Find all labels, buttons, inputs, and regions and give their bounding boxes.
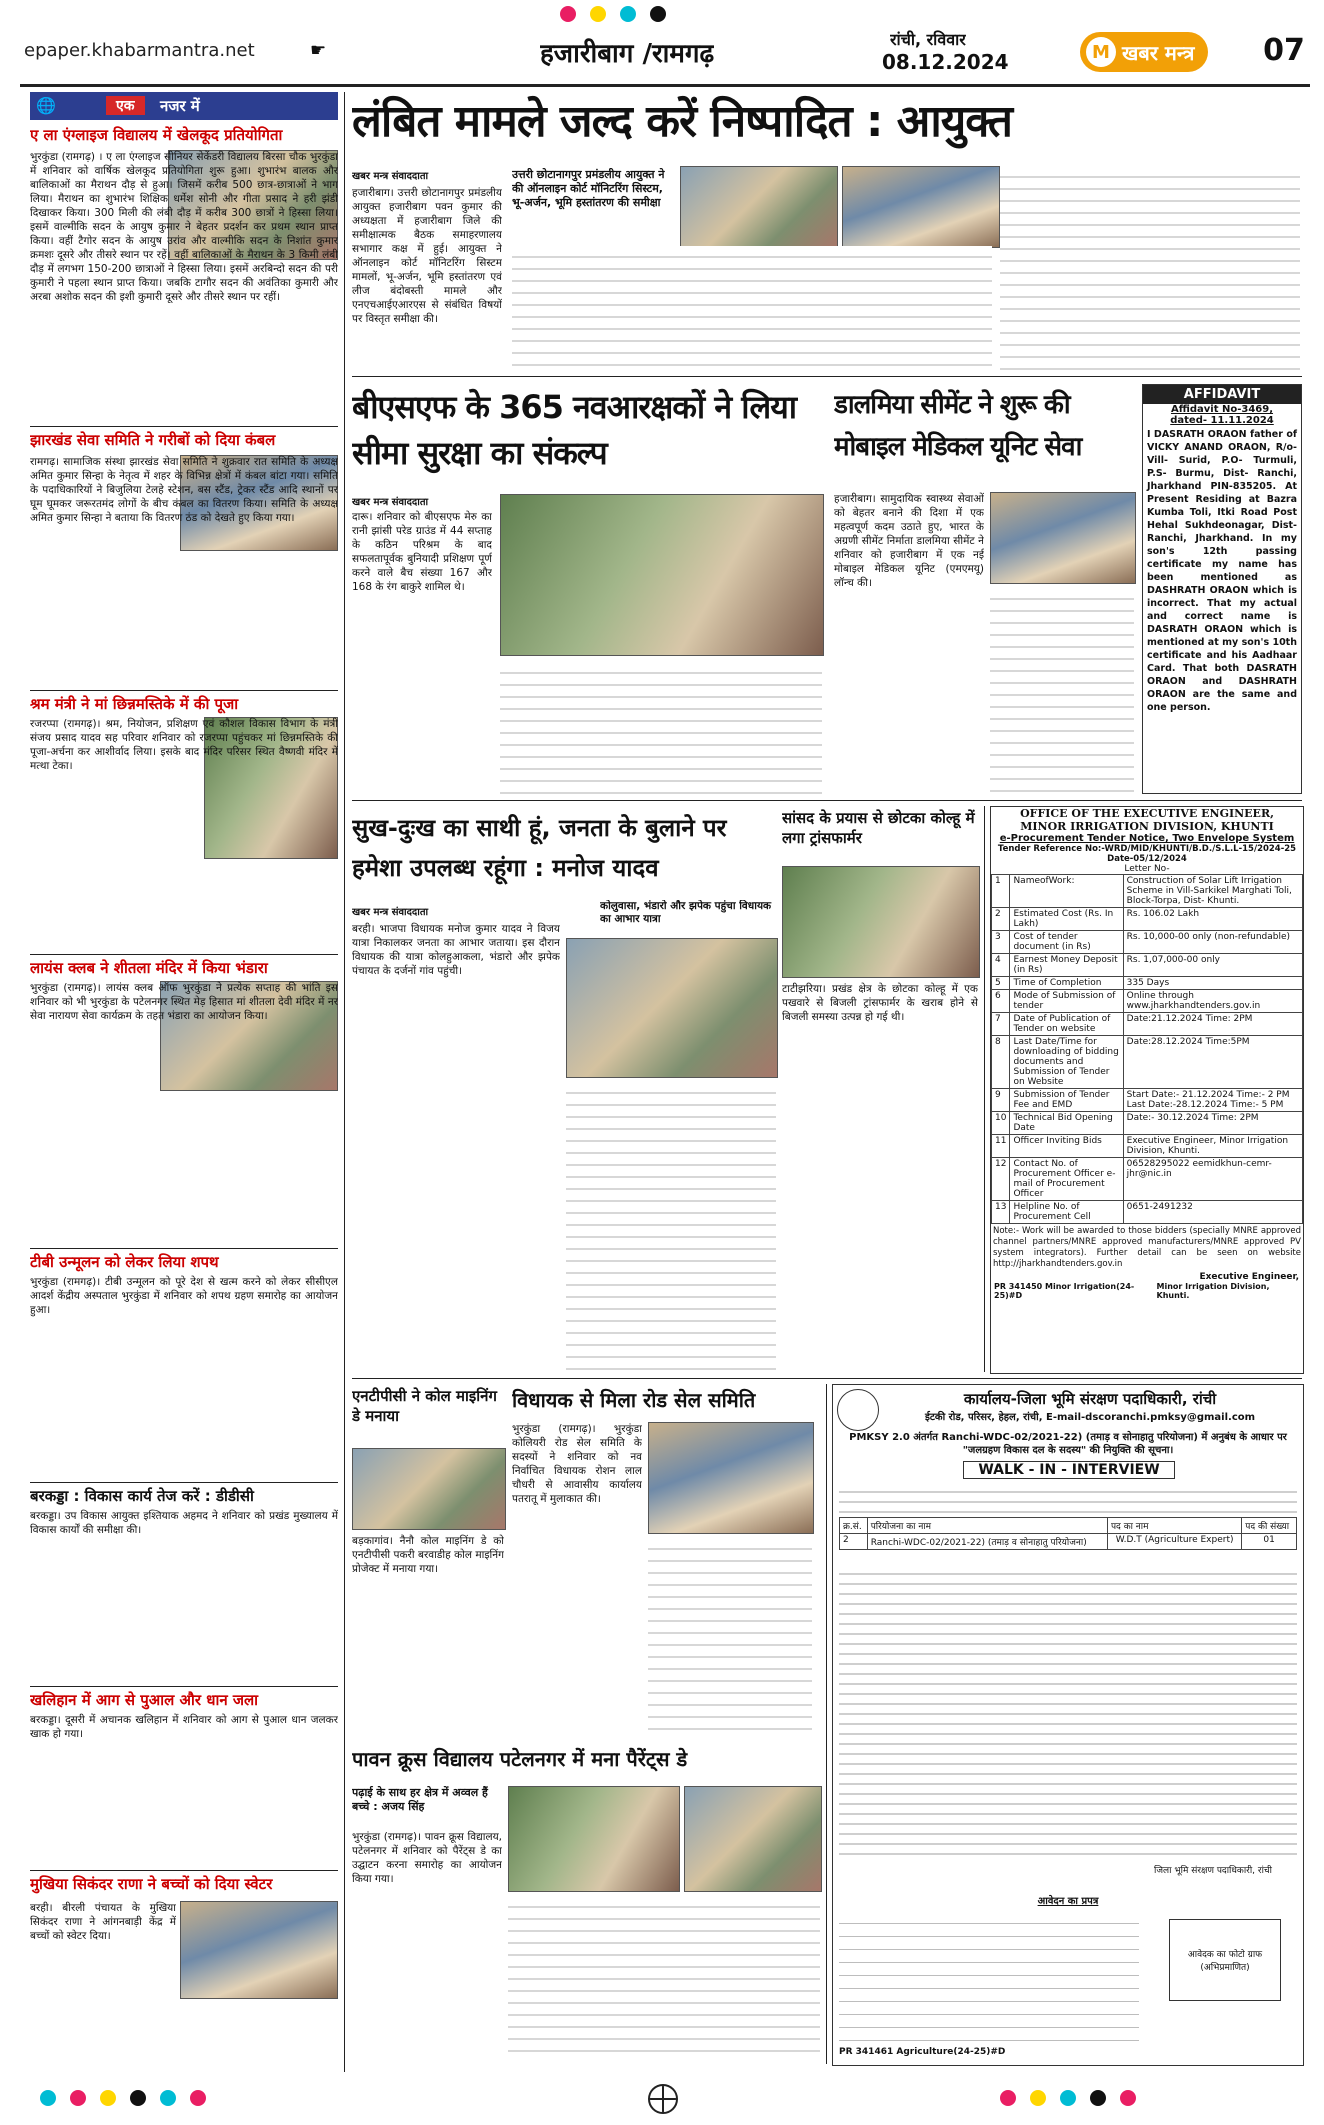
pawan-kicker: पढ़ाई के साथ हर क्षेत्र में अव्वल हैं बच्चे : अजय सिंह	[352, 1786, 488, 1813]
brand-logo	[1080, 32, 1208, 72]
brand-m-icon: M	[1086, 37, 1116, 67]
walkin-table	[839, 1517, 1297, 1550]
tender-cell: Date:- 30.12.2024 Time: 2PM	[1123, 1112, 1302, 1135]
story-body: बरकड्डा। उप विकास आयुक्त इश्तियाक अहमद ने शनिवार को प्रखंड मुख्यालय में विकास कार्यों की समीक्षा की।	[30, 1510, 338, 1536]
tender-cell: 6	[992, 990, 1010, 1013]
lead-byline: खबर मन्त्र संवाददाता	[352, 171, 429, 182]
city-day: रांची, रविवार	[890, 30, 966, 49]
manoj-body: बरही। भाजपा विधायक मनोज कुमार यादव ने विजय यात्रा निकालकर जनता का आभार जताया। इस दौरान विधायक की यात्रा कोलहुआकला, भंडारो और झपेक पंचायत के दर्जनों गांव पहुंची।	[352, 923, 560, 977]
reg-dot	[1000, 2090, 1016, 2106]
affidavit-title: AFFIDAVIT	[1143, 385, 1301, 404]
walkin-banner: WALK - IN - INTERVIEW	[963, 1461, 1175, 1479]
reg-dot	[1060, 2090, 1076, 2106]
lead-body: हजारीबाग। उत्तरी छोटानागपुर प्रमंडलीय आयुक्त हजारीबाग पवन कुमार की अध्यक्षता में हजारीबाग जिले की समीक्षात्मक बैठक समाहरणालय सभागार कक्ष में हुई। आयुक्त ने ऑनलाइन कोर्ट मॉनिटरिंग सिस्टम मामलों, भू-अर्जन, भूमि हस्तांतरण एवं लीज बंदोबस्ती मामले और एनएचआईएआरएस से संबंधित विषयों पर विस्तृत समीक्षा की।	[352, 187, 502, 325]
walkin-address: ईटकी रोड, परिसर, हेहल, रांची, E-mail-dscoranchi.pmksy@gmail.com	[924, 1412, 1256, 1423]
affidavit-box	[1142, 384, 1302, 794]
tender-cell: 4	[992, 954, 1010, 977]
tender-cell: Date:28.12.2024 Time:5PM	[1123, 1036, 1302, 1089]
pawan-body-col2	[508, 1896, 820, 2060]
tender-sign: Executive Engineer,	[1199, 1272, 1299, 1282]
emblem-icon	[837, 1389, 879, 1431]
walkin-pmksy: PMKSY 2.0 अंतर्गत Ranchi-WDC-02/2021-22) (तमाड़ व सोनाहातु परियोजना) में अनुबंध के आधार पर "जलग्रहण विकास दल के सदस्य" की नियुक्ति की सूचना।	[849, 1432, 1287, 1456]
registration-dots-bottom-right	[1000, 2090, 1136, 2106]
affidavit-sub1: Affidavit No-3469,	[1170, 404, 1274, 415]
tag-right: नजर में	[160, 97, 200, 115]
reg-dot	[160, 2090, 176, 2106]
story-8	[30, 1870, 338, 2071]
section-title: हजारीबाग /रामगढ़	[540, 39, 715, 69]
tender-row	[992, 1135, 1303, 1158]
tender-cell: NameofWork:	[1010, 875, 1123, 908]
issue-date: 08.12.2024	[882, 50, 1009, 74]
tender-cell: Executive Engineer, Minor Irrigation Division, Khunti.	[1123, 1135, 1302, 1158]
tender-notice	[990, 806, 1304, 1374]
sail-body-col2	[648, 1538, 812, 1732]
story-1	[30, 126, 338, 422]
walkin-col: परियोजना का नाम	[867, 1518, 1107, 1534]
tender-footer-sign: Minor Irrigation Division, Khunti.	[1156, 1282, 1270, 1300]
bsf-body-col2	[500, 662, 822, 796]
tender-cell: Technical Bid Opening Date	[1010, 1112, 1123, 1135]
story-2	[30, 426, 338, 687]
ntpc-photo	[352, 1448, 506, 1530]
walkin-col: क्र.सं.	[840, 1518, 868, 1534]
tender-cell: Rs. 106.02 Lakh	[1123, 908, 1302, 931]
tender-table	[991, 874, 1303, 1224]
tender-cell: Time of Completion	[1010, 977, 1123, 990]
tender-cell: Cost of tender document (in Rs)	[1010, 931, 1123, 954]
kolh-headline: सांसद के प्रयास से छोटका कोल्हू में लगा ट्रांसफार्मर	[782, 809, 975, 847]
lead-headline: लंबित मामले जल्द करें निष्पादित : आयुक्त	[352, 96, 1012, 147]
story-body: भुरकुंडा (रामगढ़)। टीबी उन्मूलन को पूरे देश से खत्म करने को लेकर सीसीएल आदर्श केंद्रीय अस्पताल भुरकुंडा में शनिवार को शपथ ग्रहण समारोह का आयोजन हुआ।	[30, 1276, 338, 1316]
lead-photo-2	[842, 166, 1000, 248]
affidavit-sub2: dated- 11.11.2024	[1170, 415, 1274, 426]
tender-cell: Date of Publication of Tender on website	[1010, 1013, 1123, 1036]
walkin-photo-box: आवेदक का फोटो ग्राफ (अभिप्रमाणित)	[1169, 1919, 1281, 2001]
walkin-form-lines	[839, 1911, 1139, 2041]
bsf-byline: खबर मन्त्र संवाददाता	[352, 497, 429, 508]
column-rule	[344, 92, 345, 2072]
tender-cell: Helpline No. of Procurement Cell	[1010, 1201, 1123, 1224]
ek-nazar-column	[30, 92, 338, 2072]
registration-dots-bottom-left	[40, 2090, 206, 2106]
reg-dot	[190, 2090, 206, 2106]
story-photo	[180, 1901, 338, 1999]
story-4	[30, 954, 338, 1245]
story-headline: ए ला एंग्लाइज विद्यालय में खेलकूद प्रतियोगिता	[30, 126, 283, 144]
sail-headline: विधायक से मिला रोड सेल समिति	[512, 1388, 756, 1412]
tender-note: Note:- Work will be awarded to those bidders (specially MNRE approved channel partners/MNRE approved manufacturers/MNRE approved PV system integrators). Further detail can be seen on website http://jharkhandtenders.gov.in	[993, 1226, 1301, 1269]
story-headline: श्रम मंत्री ने मां छिन्नमस्तिके में की पूजा	[30, 695, 239, 713]
walkin-cell: 2	[840, 1534, 868, 1550]
tender-cell: 8	[992, 1036, 1010, 1089]
ntpc-body: बड़कागांव। नैनौ कोल माइनिंग डे को एनटीपीसी पकरी बरवाडीह कोल माइनिंग प्रोजेक्ट में मनाया गया।	[352, 1535, 504, 1575]
tender-cell: 12	[992, 1158, 1010, 1201]
tender-cell: Rs. 10,000-00 only (non-refundable)	[1123, 931, 1302, 954]
reg-dot	[650, 6, 666, 22]
tender-cell: Mode of Submission of tender	[1010, 990, 1123, 1013]
globe-icon: 🌐	[36, 96, 56, 115]
manoj-byline: खबर मन्त्र संवाददाता	[352, 907, 429, 918]
lead-body-col2	[512, 246, 992, 370]
lead-body-col3	[1000, 166, 1300, 370]
tender-row	[992, 1089, 1303, 1112]
crosshair-icon	[648, 2084, 678, 2114]
tender-footer-ref: PR 341450 Minor Irrigation(24-25)#D	[994, 1282, 1135, 1300]
manoj-body-col2	[566, 1082, 776, 1372]
cursor-icon: ☛	[310, 40, 327, 61]
bsf-photo	[500, 494, 824, 656]
reg-dot	[1120, 2090, 1136, 2106]
story-headline: बरकड्डा : विकास कार्य तेज करें : डीडीसी	[30, 1487, 254, 1505]
tender-cell: Submission of Tender Fee and EMD	[1010, 1089, 1123, 1112]
tender-cell: 7	[992, 1013, 1010, 1036]
manoj-photo	[566, 938, 778, 1078]
tender-ref: Tender Reference No:-WRD/MID/KHUNTI/B.D./S.L.L-15/2024-25 Date-05/12/2024	[997, 844, 1297, 864]
story-3	[30, 690, 338, 951]
tender-cell: 0651-2491232	[1123, 1201, 1302, 1224]
tender-row	[992, 1112, 1303, 1135]
tender-cell: Contact No. of Procurement Officer e-mail of Procurement Officer	[1010, 1158, 1123, 1201]
dalmia-photo	[990, 492, 1136, 584]
story-body: भुरकुंडा (रामगढ़) । ए ला एंग्लाइज सीनियर सेकेंडरी विद्यालय बिरसा चौक भुरकुंडा में शनिवार को वार्षिक खेलकूद प्रतियोगिता शुरू हुआ। शुभारंभ बालक और बालिकाओं का मैराथन दौड़ से हुआ। जिसमें करीब 500 छात्र-छात्राओं ने भाग लिया। मैराथन का शुभारंभ शिक्षिक धर्मेश सोनी और गीता प्रसाद ने हरी झंडी दिखाकर किया। 300 मिली की लंबी दौड़ में करीब 300 छात्रों ने हिस्सा लिया। इसमें वाल्मीकि सदन के आयुष कुमार ने बेहतर प्रदर्शन कर प्रथम स्थान प्राप्त किया। वहीं टैगोर सदन के आयुष उरांव और वाल्मीकि सदन के निशांत कुमार क्रमशः दूसरे और तीसरे स्थान पर रहें। वहीं बालिकाओं के मैराथन के 3 किमी लंबी दौड़ में लगभग 150-200 छात्राओं ने हिस्सा लिया। इसमें अरबिन्दो सदन की परी कुमारी ने पहला स्थान प्राप्त किया। जबकि टागौर सदन की अवंतिका कुमारी और अरबा अशोक सदन की इशी कुमारी दूसरे और तीसरे स्थान पर रहीं।	[30, 151, 338, 303]
manoj-headline: सुख-दुःख का साथी हूं, जनता के बुलाने पर हमेशा उपलब्ध रहूंगा : मनोज यादव	[352, 814, 727, 882]
column-rule	[826, 1384, 827, 2064]
tender-cell: Estimated Cost (Rs. In Lakh)	[1010, 908, 1123, 931]
reg-dot	[130, 2090, 146, 2106]
brand-name: खबर मन्त्र	[1122, 40, 1195, 65]
site-url[interactable]: epaper.khabarmantra.net	[24, 40, 255, 61]
story-headline: लायंस क्लब ने शीतला मंदिर में किया भंडारा	[30, 959, 268, 977]
walkin-cell: W.D.T (Agriculture Expert)	[1107, 1534, 1241, 1550]
bsf-body: दारू। शनिवार को बीएसएफ मेरु का रानी झांसी परेड ग्राउंड में 44 सप्ताह के कठिन परिश्रम के बाद सफलतापूर्वक बुनियादी प्रशिक्षण पूर्ण करने वाले बैच संख्या 167 और 168 के रंग बाकुरे शामिल थे।	[352, 511, 492, 593]
walkin-conditions	[839, 1565, 1297, 1855]
walkin-office: कार्यालय-जिला भूमि संरक्षण पदाधिकारी, रांची	[963, 1390, 1217, 1408]
tender-row	[992, 1036, 1303, 1089]
tender-cell: 2	[992, 908, 1010, 931]
story-body: बरही। बीरली पंचायत के मुखिया सिकंदर राणा ने आंगनबाड़ी केंद्र में बच्चों को स्वेटर दिया।	[30, 1902, 176, 1942]
tender-title-1: OFFICE OF THE EXECUTIVE ENGINEER,	[1020, 807, 1274, 820]
bsf-headline: बीएसएफ के 365 नवआरक्षकों ने लिया सीमा सुरक्षा का संकल्प	[352, 388, 797, 472]
page-number: 07	[1263, 33, 1305, 68]
sail-body: भुरकुंडा (रामगढ़)। भुरकुंडा कोलियरी रोड सेल समिति के सदस्यों ने शनिवार को नव निर्वाचित विधायक रोशन लाल चौधरी से आवासीय कार्यालय पतरातू में मुलाकात की।	[512, 1423, 642, 1505]
tender-cell: 3	[992, 931, 1010, 954]
tender-cell: Last Date/Time for downloading of bidding documents and Submission of Tender on Website	[1010, 1036, 1123, 1089]
kolh-photo	[782, 866, 980, 978]
reg-dot	[70, 2090, 86, 2106]
tender-row	[992, 1201, 1303, 1224]
tender-row	[992, 990, 1303, 1013]
tender-cell: Online through www.jharkhandtenders.gov.in	[1123, 990, 1302, 1013]
tender-title-2: MINOR IRRIGATION DIVISION, KHUNTI	[1020, 820, 1274, 833]
walkin-footer: PR 341461 Agriculture(24-25)#D	[839, 2047, 1006, 2057]
tender-row	[992, 908, 1303, 931]
lead-kicker: उत्तरी छोटानागपुर प्रमंडलीय आयुक्त ने की ऑनलाइन कोर्ट मॉनिटरिंग सिस्टम, भू-अर्जन, भूमि हस्तांतरण की समीक्षा	[512, 168, 665, 209]
manoj-kicker: कोलुवासा, भंडारो और झपेक पहुंचा विधायक का आभार यात्रा	[600, 900, 772, 925]
walkin-form-title: आवेदन का प्रपत्र	[1037, 1896, 1099, 1907]
reg-dot	[100, 2090, 116, 2106]
reg-dot	[1090, 2090, 1106, 2106]
story-headline: मुखिया सिकंदर राणा ने बच्चों को दिया स्वेटर	[30, 1875, 273, 1893]
walkin-col: पद की संख्या	[1242, 1518, 1297, 1534]
walkin-intro	[839, 1483, 1297, 1513]
pawan-photo-2	[684, 1786, 822, 1892]
story-6	[30, 1482, 338, 1683]
walkin-cell: Ranchi-WDC-02/2021-22) (तमाड़ व सोनाहातु परियोजना)	[867, 1534, 1107, 1550]
row-rule	[352, 1378, 1302, 1379]
tender-cell: 13	[992, 1201, 1010, 1224]
walkin-notice	[832, 1384, 1304, 2066]
dalmia-headline: डालमिया सीमेंट ने शुरू की मोबाइल मेडिकल यूनिट सेवा	[834, 390, 1082, 462]
registration-dots-top	[560, 6, 666, 22]
dalmia-body: हजारीबाग। सामुदायिक स्वास्थ्य सेवाओं को बेहतर बनाने की दिशा में एक महत्वपूर्ण कदम उठाते हुए, भारत के अग्रणी सीमेंट निर्माता डालमिया सीमेंट ने शनिवार को हजारीबाग में एक नई मोबाइल मेडिकल यूनिट (एमएमयू) लॉन्च की।	[834, 493, 984, 589]
story-7	[30, 1686, 338, 1867]
tender-row	[992, 1158, 1303, 1201]
tender-cell: Earnest Money Deposit (in Rs)	[1010, 954, 1123, 977]
masthead	[20, 26, 1310, 87]
row-rule	[352, 376, 1302, 377]
sail-photo	[648, 1422, 814, 1534]
walkin-cell: 01	[1242, 1534, 1297, 1550]
reg-dot	[620, 6, 636, 22]
walkin-sign: जिला भूमि संरक्षण पदाधिकारी, रांची	[1154, 1866, 1272, 1876]
story-body: रजरप्पा (रामगढ़)। श्रम, नियोजन, प्रशिक्षण एवं कौशल विकास विभाग के मंत्री संजय प्रसाद यादव सह परिवार शनिवार को रजरप्पा पहुंचकर मां छिन्नमस्तिके की पूजा-अर्चना कर आशीर्वाद लिया। इसके बाद मंदिर परिसर स्थित वैष्णवी मंदिर में मत्था टेका।	[30, 718, 338, 772]
nazar-tag	[30, 92, 338, 120]
tender-cell: Rs. 1,07,000-00 only	[1123, 954, 1302, 977]
tender-row	[992, 977, 1303, 990]
kolh-body: टाटीझरिया। प्रखंड क्षेत्र के छोटका कोल्हू में एक पखवारे से बिजली ट्रांसफार्मर के खराब होने से बिजली समस्या उत्पन्न हो गई थी।	[782, 983, 978, 1023]
tender-letter: Letter No-	[1124, 864, 1170, 874]
pawan-body: भुरकुंडा (रामगढ़)। पावन क्रूस विद्यालय, पटेलनगर में शनिवार को पैरेंट्स डे का उद्घाटन करना समारोह का आयोजन किया गया।	[352, 1831, 502, 1885]
story-headline: टीबी उन्मूलन को लेकर लिया शपथ	[30, 1253, 219, 1271]
pawan-photo	[508, 1786, 680, 1892]
tender-cell: 5	[992, 977, 1010, 990]
reg-dot	[590, 6, 606, 22]
lead-photo-1	[680, 166, 838, 248]
story-body: रामगढ़। सामाजिक संस्था झारखंड सेवा समिति ने शुक्रवार रात समिति के अध्यक्ष अमित कुमार सिन्हा के नेतृत्व में शहर के विभिन्न क्षेत्रों में कंबल बांटा गया। समिति के पदाधिकारियों ने बिजुलिया टेलहे स्टेशन, बस स्टैंड, ट्रेकर स्टैंड आदि स्थानों पर घूम घूमकर जरूरतमंद लोगों के बीच कंबल का वितरण किया। समिति के अध्यक्ष अमित कुमार सिन्हा ने बताया कि वितरण ठंड को देखते हुए किया गया।	[30, 456, 338, 524]
tender-cell: 10	[992, 1112, 1010, 1135]
tender-cell: Date:21.12.2024 Time: 2PM	[1123, 1013, 1302, 1036]
tender-cell: 1	[992, 875, 1010, 908]
reg-dot	[1030, 2090, 1046, 2106]
tender-row	[992, 1013, 1303, 1036]
story-headline: खलिहान में आग से पुआल और धान जला	[30, 1691, 259, 1709]
story-headline: झारखंड सेवा समिति ने गरीबों को दिया कंबल	[30, 431, 276, 449]
tender-cell: 335 Days	[1123, 977, 1302, 990]
tender-cell: 9	[992, 1089, 1010, 1112]
reg-dot	[560, 6, 576, 22]
affidavit-body: I DASRATH ORAON father of VICKY ANAND ORAON, R/o-Vill- Surid, P.O- Turmuli, P.S- Burmu, Dist- Ranchi, Jharkhand PIN-835205. At Present Residing at Bazra Kumba Toli, Itki Road Post Hehal Sukhdeonagar, Dist-Ranchi, Jharkhand. In my son's 12th passing certificate my name has been mentioned as DASHRATH ORAON which is incorrect. That my actual and correct name is DASRATH ORAON which is mentioned at my son's 10th certificate and his Aadhaar Card. That both DASRATH ORAON and DASHRATH ORAON are the same and one person.	[1147, 429, 1297, 713]
walkin-col: पद का नाम	[1107, 1518, 1241, 1534]
tender-cell: Officer Inviting Bids	[1010, 1135, 1123, 1158]
ntpc-headline: एनटीपीसी ने कोल माइनिंग डे मनाया	[352, 1387, 497, 1425]
dalmia-body-col2	[990, 588, 1134, 792]
tender-subtitle: e-Procurement Tender Notice, Two Envelope System	[999, 833, 1295, 844]
pawan-headline: पावन क्रूस विद्यालय पटेलनगर में मना पैरेंट्स डे	[352, 1747, 688, 1771]
tender-row	[992, 954, 1303, 977]
tender-cell: Construction of Solar Lift Irrigation Scheme in Vill-Sarkikel Marghati Toli, Block-Torpa, Dist- Khunti.	[1123, 875, 1302, 908]
column-rule	[984, 806, 985, 1372]
tender-cell: Start Date:- 21.12.2024 Time:- 2 PM Last Date:-28.12.2024 Time:- 5 PM	[1123, 1089, 1302, 1112]
tender-row	[992, 931, 1303, 954]
tender-cell: 06528295022 eemidkhun-cemr-jhr@nic.in	[1123, 1158, 1302, 1201]
tender-cell: 11	[992, 1135, 1010, 1158]
tag-left: एक	[106, 96, 145, 115]
row-rule	[352, 800, 1302, 801]
tender-row	[992, 875, 1303, 908]
story-5	[30, 1248, 338, 1479]
story-body: भुरकुंडा (रामगढ़)। लायंस क्लब ऑफ भुरकुंडा ने प्रत्येक सप्ताह की भांति इस शनिवार को भी भुरकुंडा के पटेलनगर स्थित मेड़ हिसात मां शीतला देवी मंदिर में नर सेवा नारायण सेवा कार्यक्रम के तहत भंडारा का आयोजन किया।	[30, 982, 338, 1022]
reg-dot	[40, 2090, 56, 2106]
story-body: बरकड्डा। दूसरी में अचानक खलिहान में शनिवार को आग से पुआल धान जलकर खाक हो गया।	[30, 1714, 338, 1740]
